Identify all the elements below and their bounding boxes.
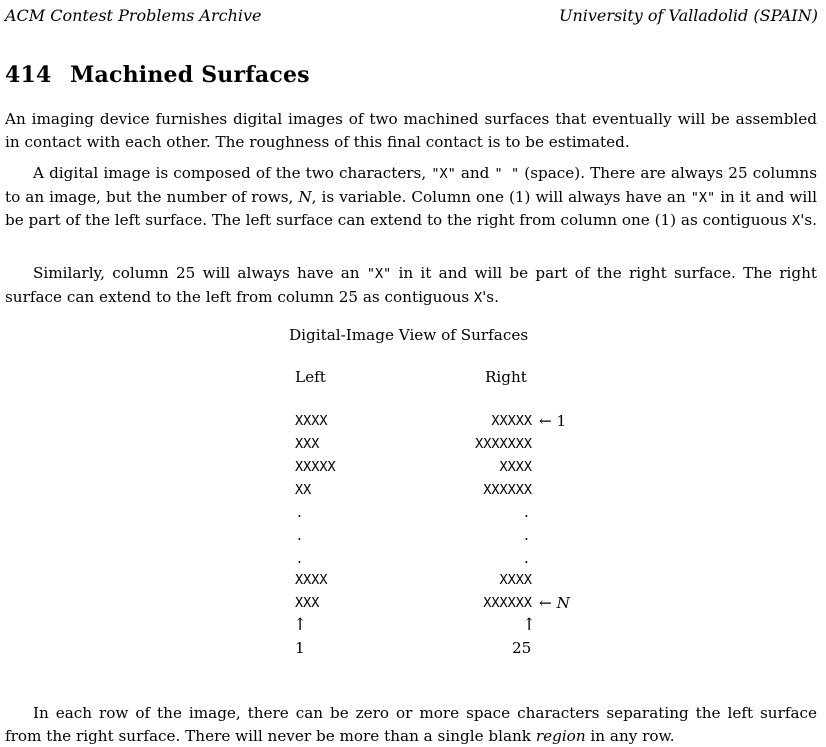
ellipsis-dot: . [524, 549, 529, 567]
problem-number: 414 [5, 62, 52, 88]
left-surface: XXXX [295, 572, 328, 588]
column-one-label: 1 [295, 639, 305, 657]
row-one-arrow: ← 1 [539, 412, 567, 430]
var-n: N [556, 594, 570, 612]
ellipsis-dot: . [297, 549, 302, 567]
row-n-arrow [539, 594, 570, 612]
ellipsis-dot: . [524, 526, 529, 544]
left-surface: XXX [295, 436, 320, 452]
code-x: "X" [690, 189, 716, 206]
paragraph-blank-region [5, 702, 817, 747]
code-x: X [473, 289, 483, 306]
right-surface: XXXXXXX [475, 436, 532, 452]
column-25-label: 25 [512, 639, 532, 657]
image-row [295, 413, 532, 435]
image-row [295, 482, 532, 504]
left-surface: XX [295, 482, 312, 498]
right-surface: XXXX [499, 572, 532, 588]
left-label: Left [295, 368, 326, 386]
var-n: N [298, 187, 312, 206]
emphasis-region: region [535, 726, 586, 745]
up-arrow-icon: ↑ [293, 615, 308, 635]
right-label: Right [485, 368, 527, 386]
text-span: 's. [800, 211, 817, 229]
figure-title: Digital-Image View of Surfaces [289, 326, 529, 344]
image-row [295, 459, 532, 481]
text-span: 's. [482, 287, 499, 306]
paragraph-intro: An imaging device furnishes digital images of two machined surfaces that eventually will be assembled in contact with each other. The roughness of this final contact is to be estimated. [5, 110, 817, 151]
ellipsis-dot: . [524, 503, 529, 521]
up-arrow-icon: ↑ [522, 615, 537, 635]
text-span: in it and will be part of the left surface. The left surface can extend to the right from column one (1) as contiguous [5, 187, 818, 229]
problem-name: Machined Surfaces [70, 62, 310, 88]
text-span: Similarly, column 25 will always have an [33, 264, 367, 282]
code-space: " " [494, 166, 520, 182]
image-row [295, 436, 532, 458]
left-surface: XXXX [295, 413, 328, 429]
left-arrow: ← [539, 594, 557, 612]
code-x: X [792, 213, 801, 229]
right-surface: XXXXXX [483, 482, 532, 498]
text-span: , is variable. Column one (1) will always have an [311, 187, 691, 206]
image-row [295, 572, 532, 594]
ellipsis-dot: . [297, 526, 302, 544]
ellipsis-dot: . [297, 503, 302, 521]
left-surface: XXXXX [295, 459, 336, 475]
text-span: A digital image is composed of the two characters, [33, 164, 432, 182]
right-surface: XXXX [499, 459, 532, 475]
image-row [295, 595, 532, 617]
text-span: in it and will be part of the right surface. The right surface can extend to the left from column 25 as contiguous [5, 264, 817, 306]
code-x: "X" [431, 166, 456, 182]
text-span: In each row of the image, there can be zero or more space characters separating the left surface from the right surface. There will never be more than a single blank [5, 704, 817, 745]
text-span: in any row. [585, 726, 675, 745]
university-name: University of Valladolid (SPAIN) [558, 6, 818, 25]
archive-name: ACM Contest Problems Archive [5, 6, 262, 25]
text-span: and [455, 164, 495, 182]
text-span: (space). There are always 25 columns to an image, but the number of rows, [5, 164, 817, 206]
right-surface: XXXXX [491, 413, 532, 429]
right-surface: XXXXXX [483, 595, 532, 611]
code-x: "X" [366, 266, 392, 282]
left-surface: XXX [295, 595, 320, 611]
